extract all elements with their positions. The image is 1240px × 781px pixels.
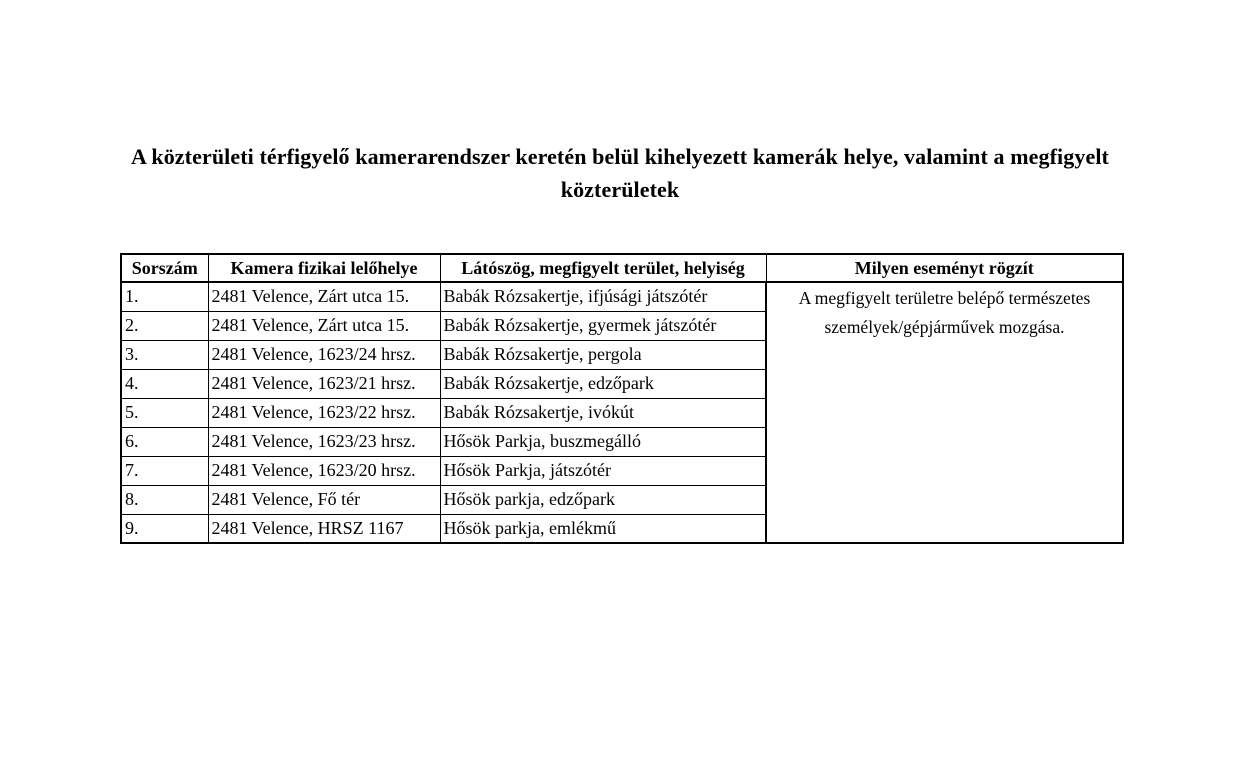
header-kamera-lelohelye: Kamera fizikai lelőhelye [208,254,440,282]
cell-number: 4. [121,369,208,398]
cell-location: 2481 Velence, 1623/21 hrsz. [208,369,440,398]
table-header [121,254,1123,282]
cell-number: 7. [121,456,208,485]
table-body [121,282,1123,543]
cell-number: 6. [121,427,208,456]
camera-locations-table [120,253,1124,544]
page-title: A közterületi térfigyelő kamerarendszer keretén belül kihelyezett kamerák helye, valamint a megfigyelt közterületek [131,144,1109,202]
cell-event-recorded: A megfigyelt területre belépő természetes személyek/gépjárművek mozgása. [766,282,1123,543]
cell-location: 2481 Velence, 1623/23 hrsz. [208,427,440,456]
cell-number: 9. [121,514,208,543]
cell-location: 2481 Velence, 1623/20 hrsz. [208,456,440,485]
cell-area: Hősök parkja, edzőpark [440,485,766,514]
cell-location: 2481 Velence, Zárt utca 15. [208,282,440,311]
header-latoszog-terulet: Látószög, megfigyelt terület, helyiség [440,254,766,282]
header-sorszam: Sorszám [121,254,208,282]
cell-number: 1. [121,282,208,311]
cell-number: 2. [121,311,208,340]
cell-location: 2481 Velence, 1623/24 hrsz. [208,340,440,369]
cell-location: 2481 Velence, Fő tér [208,485,440,514]
cell-area: Babák Rózsakertje, ivókút [440,398,766,427]
cell-area: Hősök parkja, emlékmű [440,514,766,543]
cell-area: Babák Rózsakertje, edzőpark [440,369,766,398]
cell-location: 2481 Velence, HRSZ 1167 [208,514,440,543]
cell-area: Hősök Parkja, buszmegálló [440,427,766,456]
cell-location: 2481 Velence, 1623/22 hrsz. [208,398,440,427]
cell-location: 2481 Velence, Zárt utca 15. [208,311,440,340]
header-esemeny: Milyen eseményt rögzít [766,254,1123,282]
cell-area: Babák Rózsakertje, gyermek játszótér [440,311,766,340]
cell-area: Hősök Parkja, játszótér [440,456,766,485]
table-row [121,282,1123,311]
cell-number: 3. [121,340,208,369]
cell-number: 5. [121,398,208,427]
header-row [121,254,1123,282]
cell-area: Babák Rózsakertje, pergola [440,340,766,369]
cell-number: 8. [121,485,208,514]
cell-area: Babák Rózsakertje, ifjúsági játszótér [440,282,766,311]
